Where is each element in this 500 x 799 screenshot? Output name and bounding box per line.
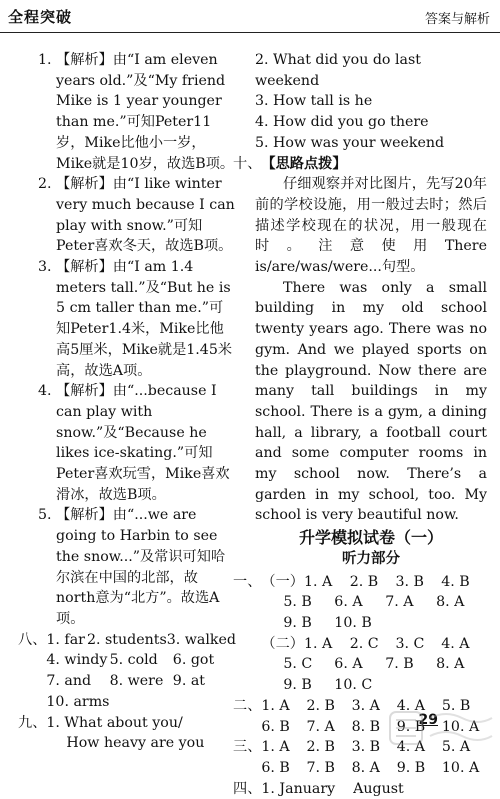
- right-column: [233, 50, 487, 799]
- answer-row: 10. arms: [46, 693, 110, 710]
- sample-essay: There was only a small building in my old school twenty years ago. There was no gym. And we played sports on the playground. Now there are many tall buildings in my school. There is a gym, a dining hall, a library, a football court and some computer rooms in my school now. There’s a garden in my school, too. My school is very beautiful now.: [255, 279, 487, 524]
- answer-explanation: 【解析】由“I am 1.4 meters tall.”及“But he is 5 cm taller than me.”可知Peter1.4米，Mike比他高5厘米，Mike就是1.45米高，故选A项。: [56, 259, 233, 379]
- answer-item: 4. 【解析】由“...because I can play with snow.”及“Because he likes ice-skating.”可知Peter喜欢玩雪，Mike喜欢滑冰，故选B项。: [38, 381, 236, 505]
- answer-explanation: 【解析】由“I am eleven years old.”及“My friend Mike is 1 year younger than me.”可知Peter11岁，Mike比他小一岁，Mike就是10岁，故选B项。: [56, 52, 235, 172]
- answer-item: 2. 【解析】由“I like winter very much because I can play with snow.”可知Peter喜欢冬天，故选B项。: [38, 174, 236, 257]
- part-2: （二） 1. A 2. C 3. C 4. A: [261, 634, 487, 655]
- answer-row: 1. A 2. B 3. A 4. A 5. B: [261, 697, 471, 714]
- section-label: 八、: [18, 631, 47, 648]
- section-10-content: [255, 174, 487, 526]
- section-label: 二、: [233, 697, 262, 714]
- part-1: （一） 1. A 2. B 3. B 4. B: [261, 572, 487, 593]
- answer-row: 5. C 6. A 7. B 8. A: [283, 656, 465, 673]
- section-label: 十、: [233, 155, 262, 172]
- answer-explanation: 【解析】由“I like winter very much because I can play with snow.”可知Peter喜欢冬天，故选B项。: [56, 176, 235, 255]
- answer-row: 1. A 2. B 3. B 4. B: [303, 573, 470, 590]
- section-9: 九、 1. What about you/ How heavy are you: [18, 713, 236, 754]
- answer-row: 1. far 2. students 3. walked: [46, 631, 236, 648]
- answer-row: 9. B 10. C: [283, 677, 373, 694]
- section-label: 四、: [233, 780, 262, 797]
- answer-item: 5. 【解析】由“...we are going to Harbin to see the snow...”及常识可知哈尔滨在中国的北部，故north意为“北方”。故选A项。: [38, 505, 236, 629]
- left-column: [18, 50, 236, 754]
- tip-title: 【思路点拨】: [261, 155, 347, 172]
- answer-row: 6. B 7. A 8. B 9. B 10. A: [261, 718, 480, 735]
- section-title: 答案与解析: [424, 12, 490, 27]
- watermark-logo-icon: [386, 708, 496, 748]
- brand-logo-text: 全程突破: [8, 8, 73, 26]
- section-label: 九、: [18, 714, 47, 731]
- answer-row: 1. A 2. C 3. C 4. A: [303, 635, 470, 652]
- page-header: [0, 0, 500, 33]
- exam-subtitle: 听力部分: [342, 550, 400, 567]
- answer-item: 1. 【解析】由“I am eleven years old.”及“My friend Mike is 1 year younger than me.”可知Peter11岁，Mike比他小一岁，Mike就是10岁，故选B项。: [38, 50, 236, 174]
- answer-row: 1. A 2. B 3. B 4. A 5. A: [261, 739, 471, 756]
- section-label: 一、: [233, 573, 262, 590]
- answer-explanation: 【解析】由“...because I can play with snow.”及“Because he likes ice-skating.”可知Peter喜欢玩雪，Mike喜欢滑冰，故选B项。: [56, 383, 230, 503]
- exam-section-1: [233, 572, 487, 696]
- answer-item: 3. 【解析】由“I am 1.4 meters tall.”及“But he is 5 cm taller than me.”可知Peter1.4米，Mike比他高5厘米，Mike就是1.45米高，故选A项。: [38, 257, 236, 381]
- section-9-continued: 2. What did you do last weekend 3. How tall is he 4. How did you go there 5. How was your weekend: [255, 52, 445, 151]
- answer-row: 5. B 6. A 7. A 8. A: [283, 594, 465, 611]
- writing-tip: 仔细观察并对比图片，先写20年前的学校设施，用一般过去时；然后描述学校现在的状况，用一般现在时。注意使用There is/are/was/were...句型。: [255, 176, 487, 276]
- exam-title: 升学模拟试卷（一）: [298, 528, 443, 548]
- section-10: [233, 154, 487, 175]
- section-8: [18, 630, 236, 713]
- answer-row: 4. windy 5. cold 6. got: [46, 652, 215, 669]
- answer-row: 9. B 10. B: [283, 614, 372, 631]
- page-number: 29: [418, 712, 438, 728]
- answer-row: 7. and 8. were 9. at: [46, 673, 206, 690]
- exam-section-4: 四、 1. January August: [233, 779, 487, 799]
- answer-explanation: 【解析】由“...we are going to Harbin to see the snow...”及常识可知哈尔滨在中国的北部，故north意为“北方”。故选A项。: [56, 507, 226, 627]
- section-label: 三、: [233, 739, 262, 756]
- answer-row: 6. B 7. B 8. A 9. B 10. A: [261, 759, 480, 776]
